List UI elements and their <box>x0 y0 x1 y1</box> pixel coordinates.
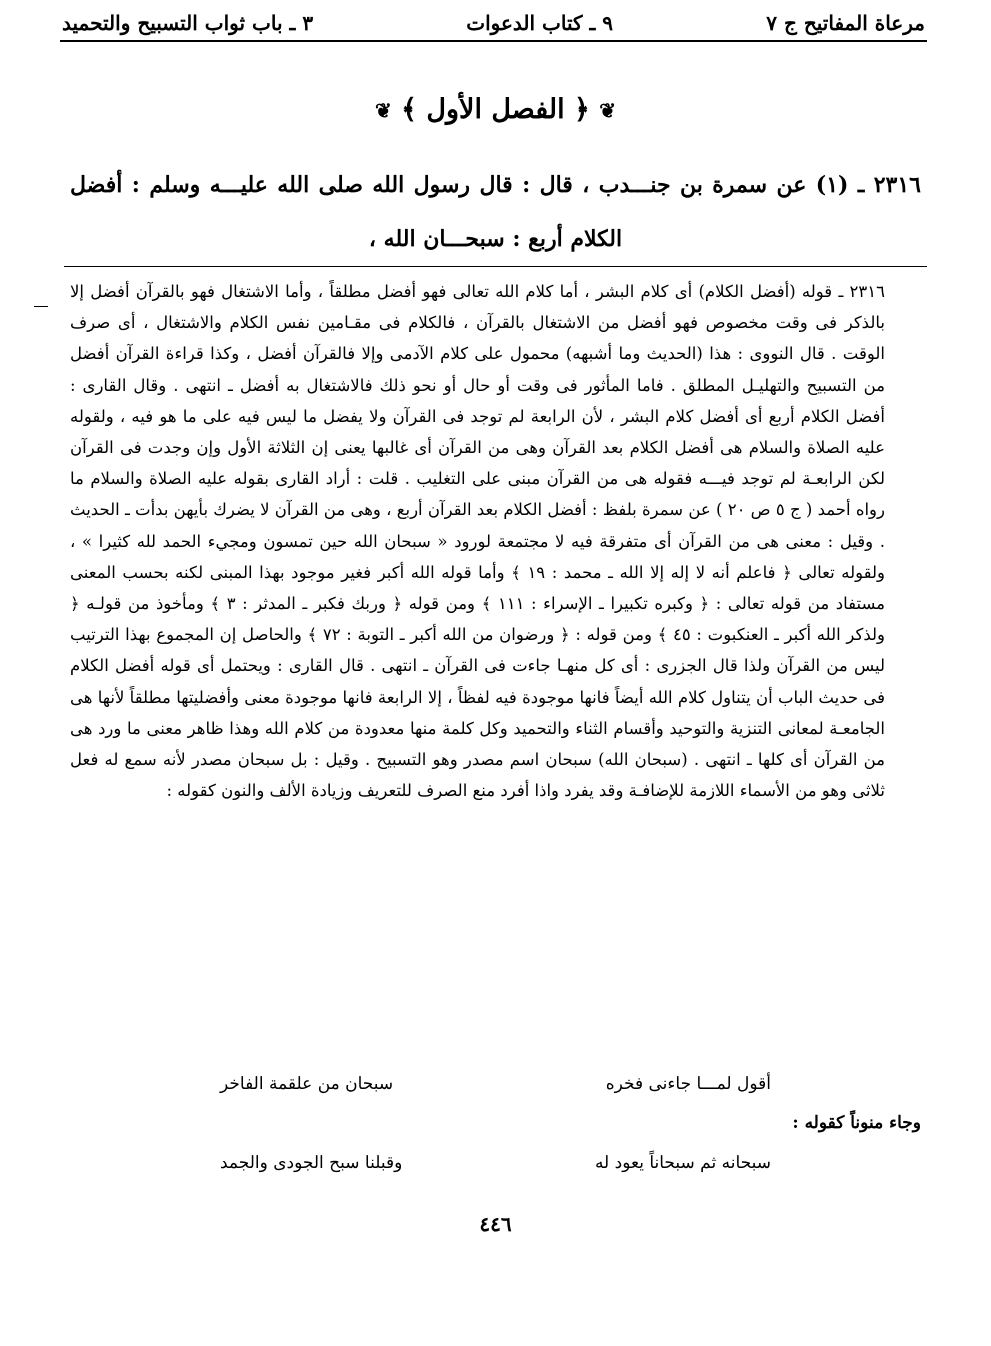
content-divider <box>64 266 927 267</box>
hadith-text: ٢٣١٦ ـ (١) عن سمرة بن جنـــدب ، قال : قال رسول الله صلى الله عليـــه وسلم : أفضل الكلام أربع : سبحـــان الله ، <box>70 172 921 252</box>
margin-mark <box>34 306 48 307</box>
section-heading: ❦ ﴿ الفصل الأول ﴾ ❦ <box>374 94 617 125</box>
verse-intro: وجاء منوناً كقوله : <box>792 1113 921 1133</box>
poetry-verse <box>220 1153 771 1173</box>
verse-second-hemistich: سبحان من علقمة الفاخر <box>220 1074 394 1094</box>
commentary-paragraph: ٢٣١٦ ـ قوله (أفضل الكلام) أى كلام البشر ، أما كلام الله تعالى فهو أفضل مطلقاً ، وأما الاشتغال فهو بالقرآن أفضل إلا بالذكر فى وقت مخصوص فهو أفضل من الاشتغال بالقرآن ، فالكلام فى مقـامين نفس الكلام والاشتغال ، أى صرف الوقت . قال النووى : هذا (الحديث وما أشبهه) محمول على كلام الآدمى وإلا فالقرآن أفضل ، وكذا قراءة القرآن أفضل من التسبيح والتهليـل المطلق . فاما المأثور فى وقت أو حال أو نحو ذلك فالاشتغال به أفضل ـ انتهى . وقال القارى : أفضل الكلام أربع أى أفضل كلام البشر ، لأن الرابعة لم توجد فى القرآن ولا يفضل ما ليس فيه على ما هو فيه ، ولقوله عليه الصلاة والسلام هى أفضل الكلام بعد القرآن وهى من القرآن أى غالبها يعنى إن الثلاثة الأول وإن وجدت فى القرآن لكن الرابعـة لم توجد فيـــه فقوله هى من القرآن مبنى على التغليب . قلت : أراد القارى بقوله عليه الصلاة والسلام ما رواه أحمد ( ج ٥ ص ٢٠ ) عن سمرة بلفظ : أفضل الكلام بعد القرآن أربع ، وهى من القرآن لا يضرك بأيهن بدأت ـ الحديث . وقيل : معنى هى من القرآن أى متفرقة فيه لا مجتمعة لورود « سبحان الله حين تمسون ومجيء الحمد لله كثيرا » ، ولقوله تعالى ﴿ فاعلم أنه لا إله إلا الله ـ محمد : ١٩ ﴾ وأما قوله الله أكبر فغير موجود بهذا المبنى لكنه بحسب المعنى مستفاد من قوله تعالى : ﴿ وكبره تكبيرا ـ الإسراء : ١١١ ﴾ ومن قوله ﴿ وربك فكبر ـ المدثر : ٣ ﴾ ومأخوذ من قولـه ﴿ ولذكر الله أكبر ـ العنكبوت : ٤٥ ﴾ ومن قوله : ﴿ ورضوان من الله أكبر ـ التوبة : ٧٢ ﴾ والحاصل إن المجموع بهذا الترتيب ليس من القرآن ولذا قال الجزرى : أى كل منهـا جاءت فى القرآن ـ انتهى . قال القارى : ويحتمل أى قوله أفضل الكلام فى حديث الباب أن يتناول كلام الله أيضاً فانها موجودة فيه لفظاً ، إلا الرابعة فانها موجودة معنى وأفضليتها مطلقاً لأنها هى الجامعـة لمعانى التنزية والتوحيد وأقسام الثناء والتحميد وكل كلمة منها معدودة من كلام الله وهذا ظاهر معنى ما ورد هى من القرآن أى كلها ـ انتهى . (سبحان الله) سبحان اسم مصدر وهو التسبيح . وقيل : بل سبحان مصدر لأنه سمع له فعل ثلاثى وهو من الأسماء اللازمة للإضافـة وقد يفرد واذا أفرد منع الصرف للتعريف وزيادة الألف والنون كقوله : <box>70 282 885 801</box>
header-divider <box>60 40 927 42</box>
commentary-block <box>70 276 921 806</box>
header-book-section: ٩ ـ كتاب الدعوات <box>466 11 614 35</box>
verse-second-hemistich: وقبلنا سبح الجودى والجمد <box>220 1153 403 1173</box>
section-title: الفصل الأول <box>426 94 565 125</box>
verse-first-hemistich: أقول لمـــا جاءنى فخره <box>605 1074 771 1094</box>
verse-first-hemistich: سبحانه ثم سبحاناً يعود له <box>594 1153 771 1173</box>
header-book-volume: مرعاة المفاتيح ج ٧ <box>766 11 925 35</box>
running-header <box>62 6 925 40</box>
poetry-verse <box>220 1074 771 1094</box>
ornament-icon: ❦ <box>374 98 392 123</box>
page-number: ٤٤٦ <box>479 1212 512 1236</box>
ornament-icon: ❦ <box>599 98 617 123</box>
header-chapter: ٣ ـ باب ثواب التسبيح والتحميد <box>62 11 314 35</box>
